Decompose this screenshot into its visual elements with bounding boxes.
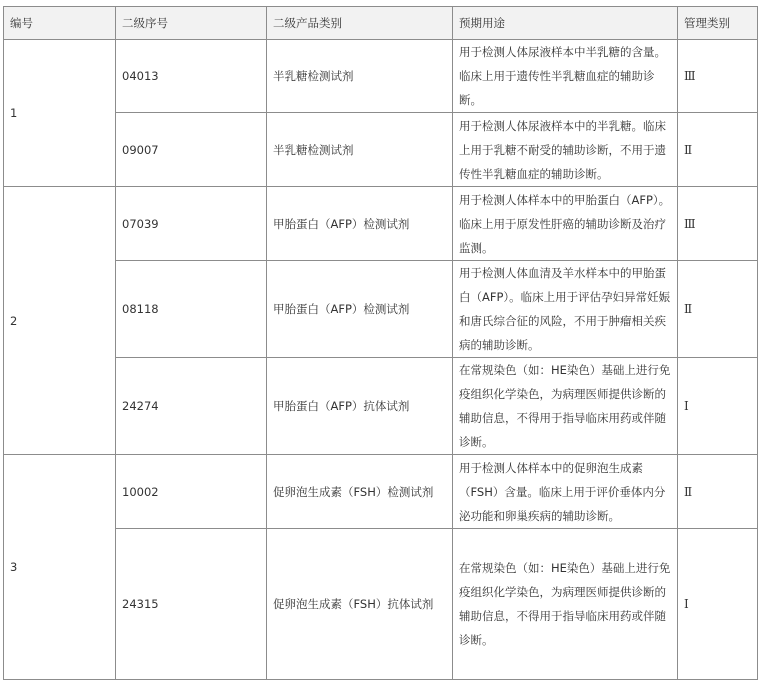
table-row	[4, 358, 758, 455]
product-category-cell: 甲胎蛋白（AFP）抗体试剂	[267, 358, 453, 455]
classification-table	[3, 6, 758, 680]
header-management-class: 管理类别	[678, 7, 758, 40]
table-row	[4, 529, 758, 680]
product-category-cell: 促卵泡生成素（FSH）抗体试剂	[267, 529, 453, 680]
product-category-cell: 甲胎蛋白（AFP）检测试剂	[267, 187, 453, 261]
secondary-code-cell: 07039	[116, 187, 267, 261]
table-row	[4, 455, 758, 529]
header-secondary-code: 二级序号	[116, 7, 267, 40]
intended-use-cell: 在常规染色（如：HE染色）基础上进行免疫组织化学染色，为病理医师提供诊断的辅助信息，不得用于指导临床用药或伴随诊断。	[453, 358, 678, 455]
secondary-code-cell: 24274	[116, 358, 267, 455]
management-class-cell: Ⅰ	[678, 529, 758, 680]
intended-use-cell: 用于检测人体样本中的甲胎蛋白（AFP）。临床上用于原发性肝癌的辅助诊断及治疗监测。	[453, 187, 678, 261]
management-class-cell: Ⅱ	[678, 455, 758, 529]
secondary-code-cell: 10002	[116, 455, 267, 529]
intended-use-cell: 用于检测人体样本中的促卵泡生成素（FSH）含量。临床上用于评价垂体内分泌功能和卵巢疾病的辅助诊断。	[453, 455, 678, 529]
table-row	[4, 187, 758, 261]
table-row	[4, 40, 758, 113]
group-number-cell: 2	[4, 187, 116, 455]
header-intended-use: 预期用途	[453, 7, 678, 40]
group-number-cell: 3	[4, 455, 116, 680]
management-class-cell: Ⅲ	[678, 40, 758, 113]
management-class-cell: Ⅱ	[678, 113, 758, 187]
header-number: 编号	[4, 7, 116, 40]
product-category-cell: 半乳糖检测试剂	[267, 40, 453, 113]
header-row	[4, 7, 758, 40]
management-class-cell: Ⅰ	[678, 358, 758, 455]
table-row	[4, 113, 758, 187]
intended-use-cell: 在常规染色（如：HE染色）基础上进行免疫组织化学染色，为病理医师提供诊断的辅助信息，不得用于指导临床用药或伴随诊断。	[453, 529, 678, 680]
secondary-code-cell: 09007	[116, 113, 267, 187]
management-class-cell: Ⅲ	[678, 187, 758, 261]
intended-use-cell: 用于检测人体尿液样本中半乳糖的含量。临床上用于遗传性半乳糖血症的辅助诊断。	[453, 40, 678, 113]
secondary-code-cell: 24315	[116, 529, 267, 680]
management-class-cell: Ⅱ	[678, 261, 758, 358]
product-category-cell: 半乳糖检测试剂	[267, 113, 453, 187]
intended-use-cell: 用于检测人体尿液样本中的半乳糖。临床上用于乳糖不耐受的辅助诊断，不用于遗传性半乳糖血症的辅助诊断。	[453, 113, 678, 187]
product-category-cell: 甲胎蛋白（AFP）检测试剂	[267, 261, 453, 358]
secondary-code-cell: 08118	[116, 261, 267, 358]
table-row	[4, 261, 758, 358]
header-product-category: 二级产品类别	[267, 7, 453, 40]
group-number-cell: 1	[4, 40, 116, 187]
secondary-code-cell: 04013	[116, 40, 267, 113]
intended-use-cell: 用于检测人体血清及羊水样本中的甲胎蛋白（AFP）。临床上用于评估孕妇异常妊娠和唐氏综合征的风险，不用于肿瘤相关疾病的辅助诊断。	[453, 261, 678, 358]
product-category-cell: 促卵泡生成素（FSH）检测试剂	[267, 455, 453, 529]
